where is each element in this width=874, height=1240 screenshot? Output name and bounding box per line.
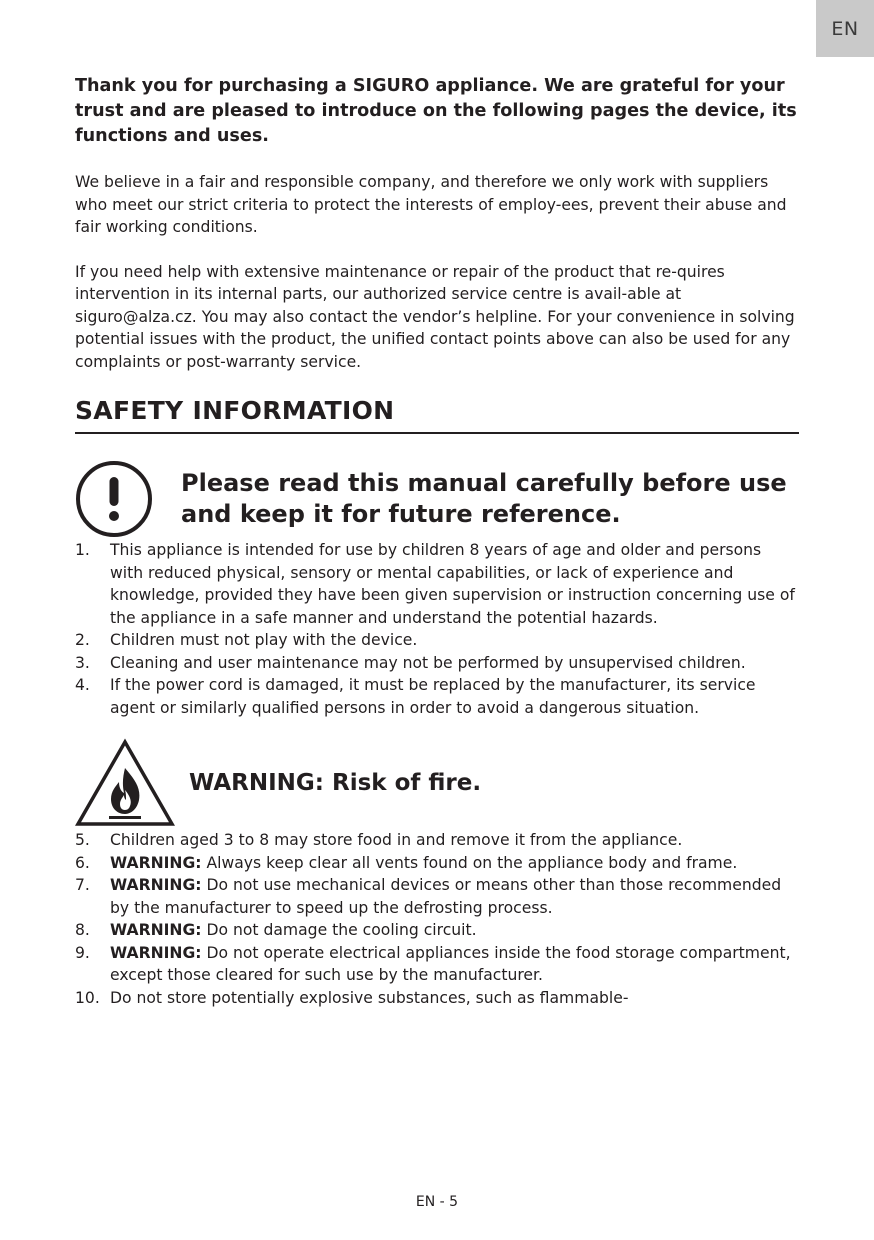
fire-warning bbox=[75, 737, 799, 829]
notice-text: Please read this manual carefully before use and keep it for future reference. bbox=[181, 469, 787, 528]
section-title: SAFETY INFORMATION bbox=[75, 396, 395, 425]
intro-heading: Thank you for purchasing a SIGURO appliance. We are grateful for your trust and are pleased to introduce on the following pages the device, its functions and uses. bbox=[75, 76, 797, 146]
warning-text: WARNING: Risk of fire. bbox=[189, 770, 482, 796]
list-item bbox=[75, 942, 799, 987]
list-item bbox=[75, 629, 799, 652]
list-item-number: 10. bbox=[75, 988, 100, 1007]
list-item-text: This appliance is intended for use by children 8 years of age and older and persons with reduced physical, sensory or mental capabilities, or lack of experience and knowledge, provided they have been given supervision or instruction concerning use of the appliance in a safe manner and understand the potential hazards. bbox=[110, 541, 800, 627]
safety-list-1 bbox=[75, 539, 799, 719]
safety-list-2 bbox=[75, 829, 799, 1009]
list-item-number: 3. bbox=[75, 653, 90, 672]
intro-paragraph-2: If you need help with extensive maintenance or repair of the product that re-quires intervention in its internal parts, our authorized service centre is avail-able at siguro@alza.cz. You may also contact the vendor’s helpline. For your convenience in solving potential issues with the product, the unified contact points above can also be used for any complaints or post-warranty service. bbox=[75, 262, 795, 371]
list-item bbox=[75, 674, 799, 719]
list-item-text: Do not damage the cooling circuit. bbox=[201, 921, 477, 939]
warning-label: WARNING: bbox=[110, 921, 202, 939]
list-item-number: 6. bbox=[75, 853, 90, 872]
list-item-number: 8. bbox=[75, 921, 90, 939]
read-manual-notice bbox=[75, 459, 799, 539]
list-item bbox=[75, 919, 799, 942]
list-item-text: Children aged 3 to 8 may store food in and remove it from the appliance. bbox=[110, 831, 683, 849]
list-item bbox=[75, 539, 799, 629]
list-item-text: Do not use mechanical devices or means other than those recommended by the manufacturer to speed up the defrosting process. bbox=[110, 876, 787, 917]
list-item-number: 2. bbox=[75, 631, 90, 649]
page-content bbox=[75, 74, 799, 1009]
list-item-number: 5. bbox=[75, 831, 90, 849]
list-item-text: Children must not play with the device. bbox=[110, 631, 418, 649]
list-item bbox=[75, 852, 799, 875]
warning-label: WARNING: bbox=[110, 853, 202, 872]
list-item-text: Do not operate electrical appliances inside the food storage compartment, except those cleared for such use by the manufacturer. bbox=[110, 943, 796, 984]
list-item-text: Always keep clear all vents found on the appliance body and frame. bbox=[201, 853, 738, 872]
list-item-text: Cleaning and user maintenance may not be performed by unsupervised children. bbox=[110, 653, 746, 672]
list-item bbox=[75, 829, 799, 852]
section-divider bbox=[75, 432, 799, 434]
list-item-text: Do not store potentially explosive substances, such as flammable- bbox=[110, 988, 629, 1007]
list-item-number: 9. bbox=[75, 943, 90, 962]
list-item-number: 1. bbox=[75, 541, 90, 559]
language-tab: EN bbox=[816, 0, 874, 57]
fire-warning-triangle-icon bbox=[75, 738, 175, 828]
warning-label: WARNING: bbox=[110, 876, 202, 894]
list-item-number: 4. bbox=[75, 676, 90, 694]
list-item bbox=[75, 874, 799, 919]
list-item bbox=[75, 652, 799, 675]
exclamation-circle-icon bbox=[75, 460, 153, 538]
intro-paragraph-1: We believe in a fair and responsible company, and therefore we only work with suppliers who meet our strict criteria to protect the interests of employ-ees, prevent their abuse and fair working conditions. bbox=[75, 173, 787, 236]
list-item-number: 7. bbox=[75, 876, 90, 894]
list-item bbox=[75, 987, 799, 1010]
warning-label: WARNING: bbox=[110, 943, 202, 962]
list-item-text: If the power cord is damaged, it must be replaced by the manufacturer, its service agent or similarly qualified persons in order to avoid a dangerous situation. bbox=[110, 676, 761, 717]
page-number: EN - 5 bbox=[415, 1194, 459, 1210]
